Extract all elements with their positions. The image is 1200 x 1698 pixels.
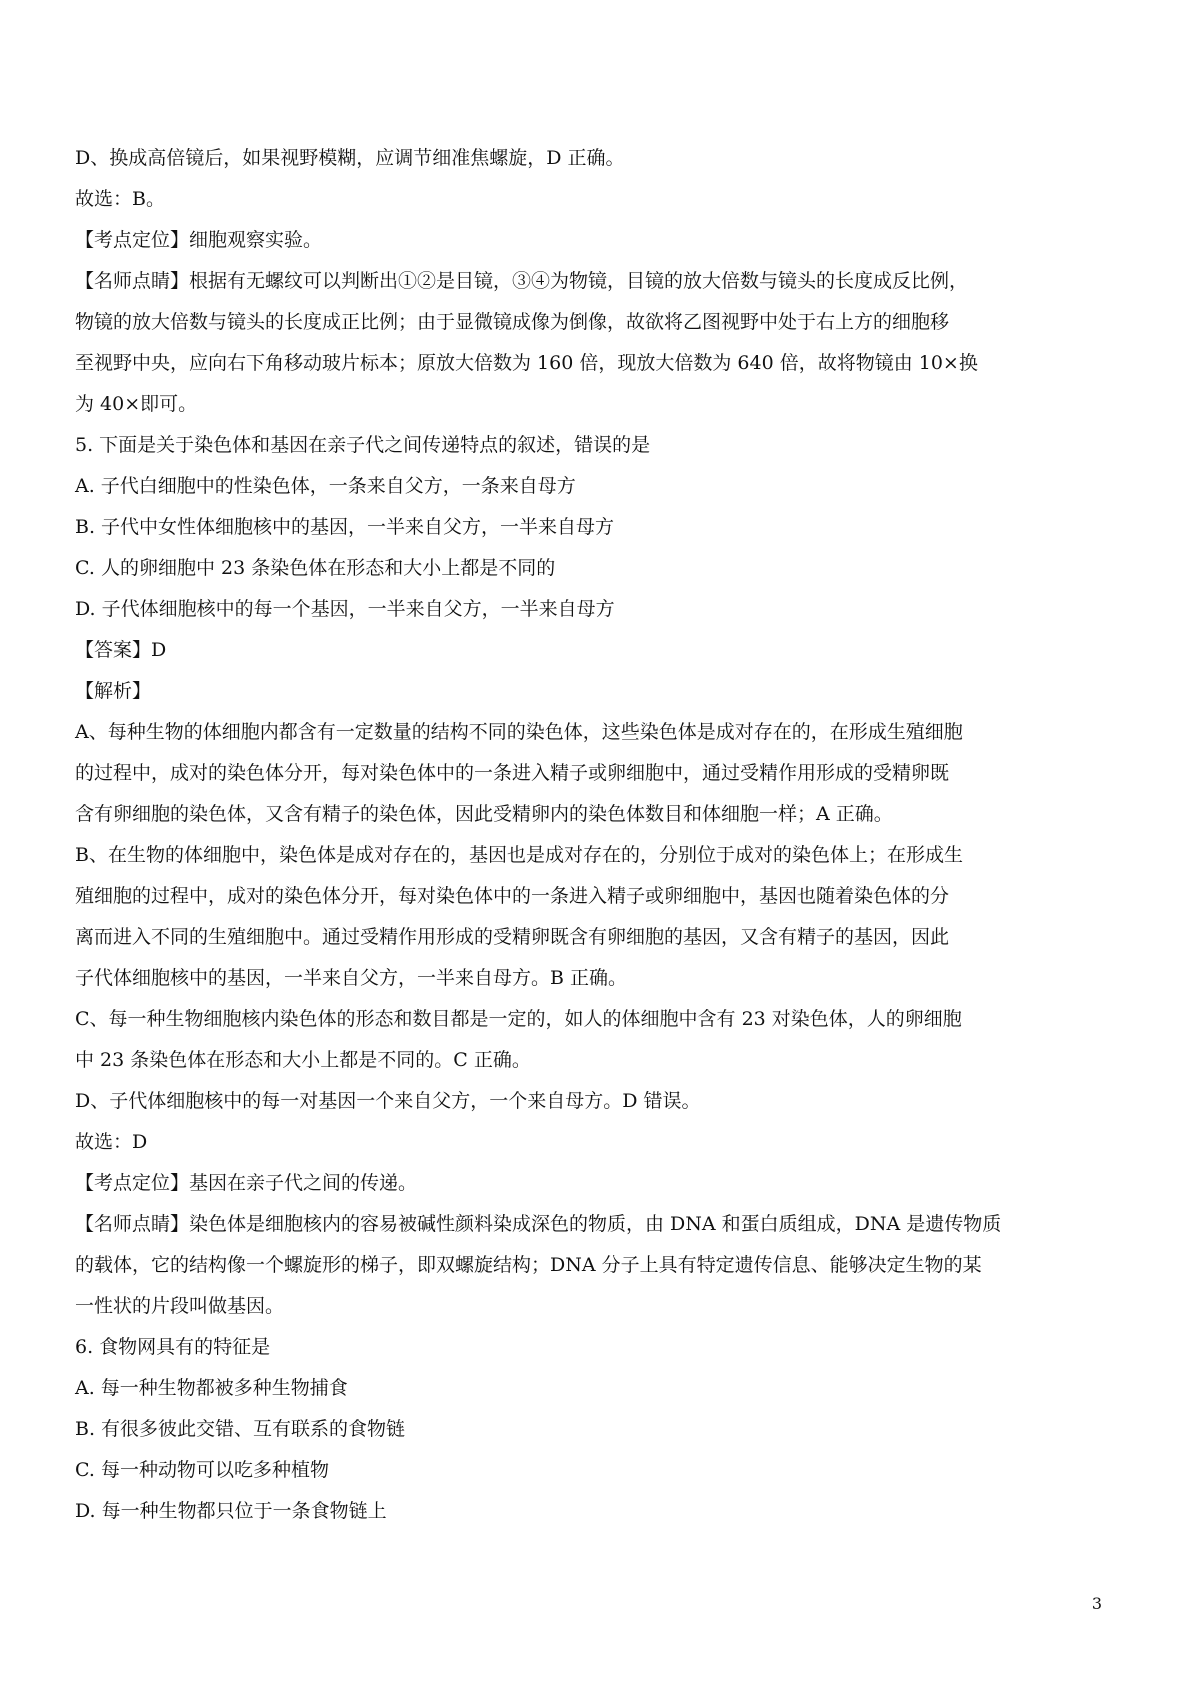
text-line: 子代体细胞核中的基因，一半来自父方，一半来自母方。B 正确。 <box>75 967 628 989</box>
text-line: 为 40×即可。 <box>75 393 198 415</box>
document-body <box>75 138 1105 1532</box>
text-line: 离而进入不同的生殖细胞中。通过受精作用形成的受精卵既含有卵细胞的基因，又含有精子的基因，因此 <box>75 926 950 948</box>
option-line: D. 每一种生物都只位于一条食物链上 <box>75 1500 387 1522</box>
text-line: 一性状的片段叫做基因。 <box>75 1295 285 1317</box>
text-line: 含有卵细胞的染色体，又含有精子的染色体，因此受精卵内的染色体数目和体细胞一样；A 正确。 <box>75 803 893 825</box>
option-line: B. 有很多彼此交错、互有联系的食物链 <box>75 1418 406 1440</box>
option-line: C. 每一种动物可以吃多种植物 <box>75 1459 329 1481</box>
option-line: C. 人的卵细胞中 23 条染色体在形态和大小上都是不同的 <box>75 557 556 579</box>
page-number: 3 <box>1091 1594 1102 1613</box>
text-line: 的过程中，成对的染色体分开，每对染色体中的一条进入精子或卵细胞中，通过受精作用形成的受精卵既 <box>75 762 950 784</box>
text-line: 【考点定位】细胞观察实验。 <box>75 229 323 251</box>
option-line: B. 子代中女性体细胞核中的基因，一半来自父方，一半来自母方 <box>75 516 615 538</box>
text-line: 中 23 条染色体在形态和大小上都是不同的。C 正确。 <box>75 1049 531 1071</box>
text-line: D、换成高倍镜后，如果视野模糊，应调节细准焦螺旋，D 正确。 <box>75 147 625 169</box>
text-line: D、子代体细胞核中的每一对基因一个来自父方，一个来自母方。D 错误。 <box>75 1090 701 1112</box>
text-line: 至视野中央，应向右下角移动玻片标本；原放大倍数为 160 倍，现放大倍数为 640 倍，故将物镜由 10×换 <box>75 352 978 374</box>
text-line: C、每一种生物细胞核内染色体的形态和数目都是一定的，如人的体细胞中含有 23 对染色体，人的卵细胞 <box>75 1008 962 1030</box>
analysis-heading: 【解析】 <box>75 680 152 702</box>
text-line: 物镜的放大倍数与镜头的长度成正比例；由于显微镜成像为倒像，故欲将乙图视野中处于右上方的细胞移 <box>75 311 950 333</box>
text-line: B、在生物的体细胞中，染色体是成对存在的，基因也是成对存在的，分别位于成对的染色体上；在形成生 <box>75 844 963 866</box>
text-line: 的载体，它的结构像一个螺旋形的梯子，即双螺旋结构；DNA 分子上具有特定遗传信息、能够决定生物的某 <box>75 1254 982 1276</box>
question-stem: 6. 食物网具有的特征是 <box>75 1336 271 1358</box>
text-line: 殖细胞的过程中，成对的染色体分开，每对染色体中的一条进入精子或卵细胞中，基因也随着染色体的分 <box>75 885 950 907</box>
text-line: 故选：D <box>75 1131 148 1153</box>
question-stem: 5. 下面是关于染色体和基因在亲子代之间传递特点的叙述，错误的是 <box>75 434 651 456</box>
option-line: A. 每一种生物都被多种生物捕食 <box>75 1377 348 1399</box>
text-line: 故选：B。 <box>75 188 165 210</box>
text-line: 【名师点睛】染色体是细胞核内的容易被碱性颜料染成深色的物质，由 DNA 和蛋白质组成，DNA 是遗传物质 <box>75 1213 1002 1235</box>
text-line: 【名师点睛】根据有无螺纹可以判断出①②是目镜，③④为物镜，目镜的放大倍数与镜头的长度成反比例， <box>75 270 969 292</box>
option-line: D. 子代体细胞核中的每一个基因，一半来自父方，一半来自母方 <box>75 598 615 620</box>
text-line: A、每种生物的体细胞内都含有一定数量的结构不同的染色体，这些染色体是成对存在的，在形成生殖细胞 <box>75 721 963 743</box>
text-line: 【考点定位】基因在亲子代之间的传递。 <box>75 1172 418 1194</box>
option-line: A. 子代白细胞中的性染色体，一条来自父方，一条来自母方 <box>75 475 576 497</box>
answer-line: 【答案】D <box>75 639 167 661</box>
